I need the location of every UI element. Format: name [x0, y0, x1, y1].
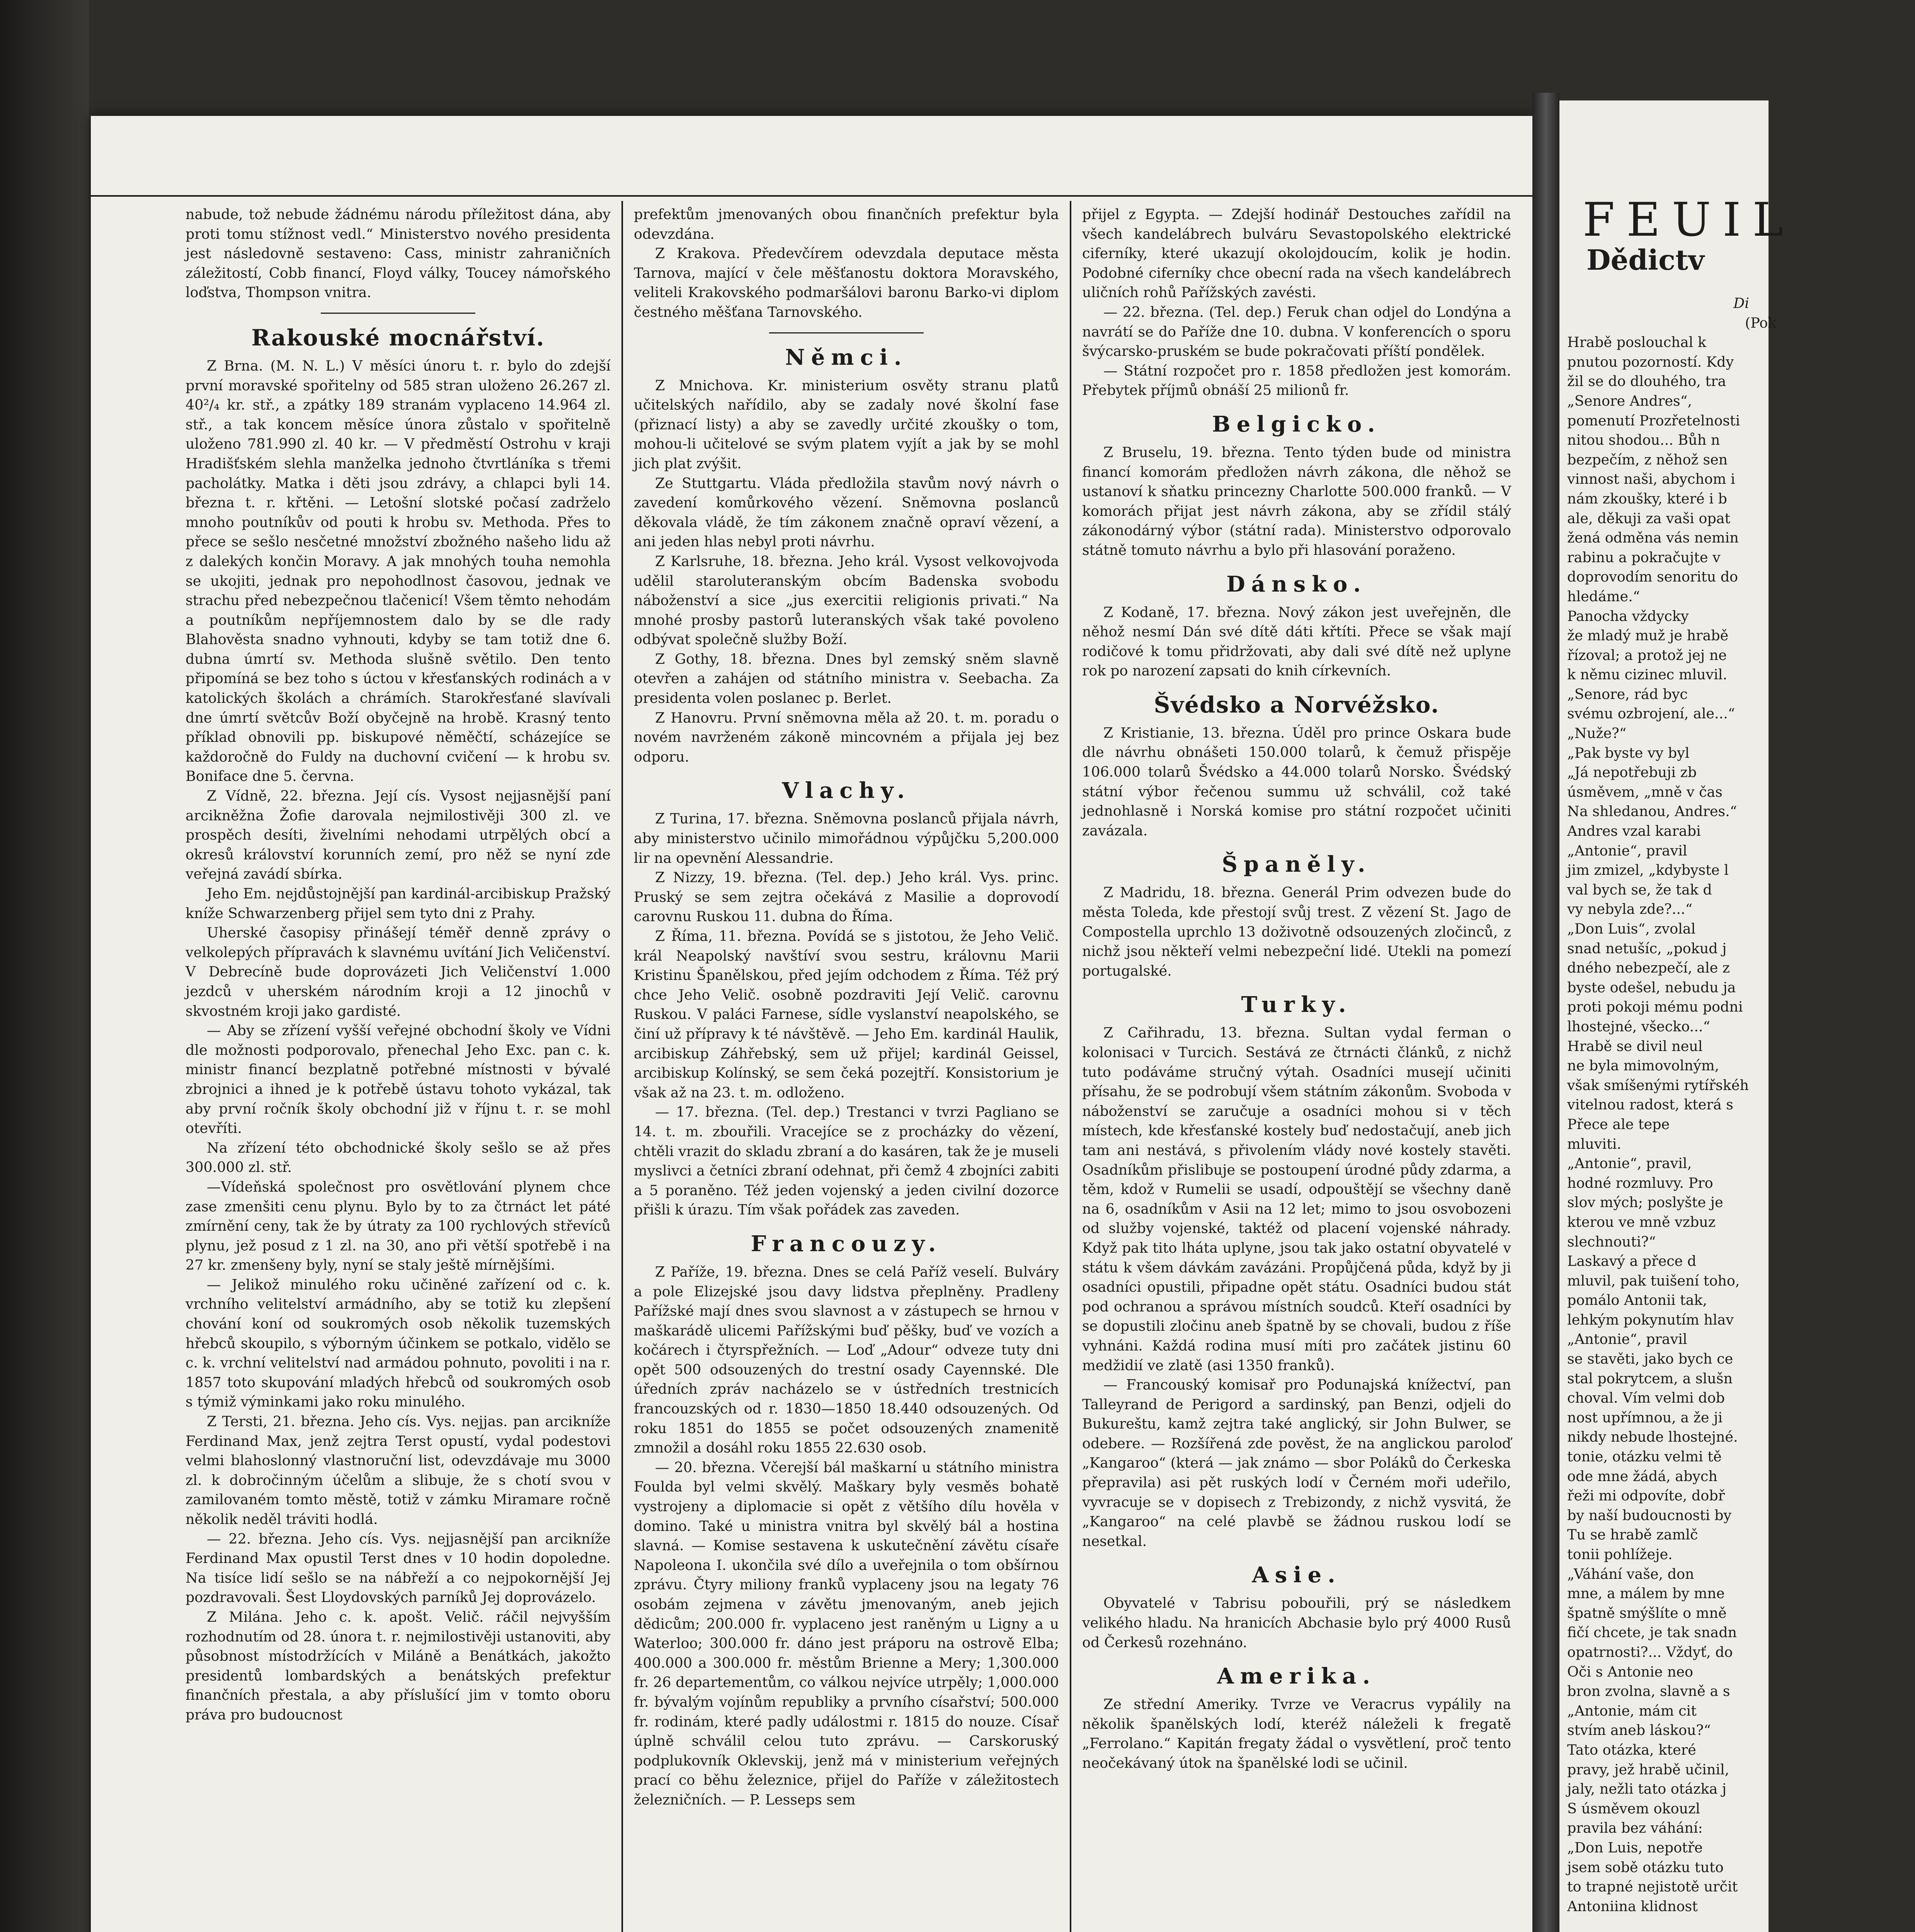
article-milan: Z Milána. Jeho c. k. apošt. Velič. ráčil nejvyšším rozhodnutím od 28. února t. r. nejmilostivěji ustanoviti, aby působnost místodržících v Miláně a Benátkách, jakožto presidentů lombardských a benátských prefektur finančních přestala, a aby příslušící jim v tomto oboru práva pro budoucnost — [186, 1608, 611, 1723]
article-hanover: Z Hanovru. První sněmovna měla až 20. t. m. poradu o novém navrženém zákoně mincovném a přijala jej bez odporu. — [634, 709, 1059, 765]
article-hungary: Uherské časopisy přinášejí téměř denně zprávy o velkolepých přípravách k slavnému uvítání Jich Veličenství. V Debrecíně bude doprovázeti Jich Veličenství 1.000 jezdců v uherském národním kroji a 12 jinochů v skvostném kroji jako gardisté. — [186, 924, 611, 1019]
feuilleton-line: řízoval; a protož jej ne — [1567, 646, 1727, 663]
column-1 — [186, 205, 611, 1725]
scan-left-edge — [0, 0, 89, 1932]
article-gas-company: —Vídeňská společnost pro osvětlování plynem chce zase zmenšiti cenu plynu. Bylo by to za čtrnáct let páté zmírnění ceny, tak že by útraty za 100 rychlových střevíců plynu, jež posud z 1 zl. na 30, ano při větší spotřebě i na 27 kr. zmenšeny byly, nyní se staly ještě mírnějšími. — [186, 1178, 611, 1274]
article-central-america: Ze střední Ameriky. Tvrze ve Veracrus vypálily na několik španělských lodí, kteréž náleželi k fregatě „Ferrolano.“ Kapitán fregaty žádal o vysvětlení, proč tento neočekávaný útok na španělské lodi se učinil. — [1082, 1696, 1511, 1771]
article-danube: — Francouský komisař pro Podunajská knížectví, pan Talleyrand de Perigord a sardinský, pan Benzi, odjeli do Bukureštu, kamž zejtra také anglický, sir John Bulwer, se odebere. — Rozšířená zde pověst, že na anglickou paroloď „Kangaroo“ (která — jak známo — sbor Poláků do Čerkeska přepravila) asi pět ruských lodí v Černém moři udeřilo, vyvracuje se v dopisech z Trebizondy, z nichž vysvitá, že „Kangaroo“ na celé plavbě se žádnou ruskou lodí se nesetkal. — [1082, 1376, 1511, 1549]
feuilleton-line: bron zvolna, slavně a s — [1567, 1683, 1730, 1700]
feuilleton-line: pomálo Antonii tak, — [1567, 1292, 1707, 1309]
feuilleton-line: svému ozbrojení, ale...“ — [1567, 705, 1735, 722]
feuilleton-line: Na shledanou, Andres.“ — [1567, 803, 1737, 820]
feuilleton-line: řeži mi odpovíte, dobř — [1567, 1487, 1725, 1504]
feuilleton-line: Andres vzal karabi — [1567, 823, 1701, 840]
article-gotha: Z Gothy, 18. března. Dnes byl zemský sněm slavně otevřen a zahájen od státního ministra v. Seebacha. Za presidenta volen poslanec p. Berlet. — [634, 650, 1059, 707]
feuilleton-line: hodné rozmluvy. Pro — [1567, 1174, 1713, 1191]
feuilleton-line: tonii pohlížeje. — [1567, 1546, 1673, 1563]
column-rule-1 — [621, 201, 623, 1932]
feuilleton-line: Laskavý a přece d — [1567, 1253, 1697, 1270]
article-christiania: Z Kristianie, 13. března. Úděl pro prince Oskara bude dle návrhu obnášeti 150.000 tolarů, k čemuž přispěje 106.000 tolarů Švédsko a 44.000 tolarů Norsko. Švédský státní výbor řečenou summu už schválil, což také jednohlasně i Norská komise pro státní rozpočet učiniti zavázala. — [1082, 724, 1511, 839]
feuilleton-line: „Antonie, mám cit — [1567, 1702, 1697, 1719]
header-rule — [91, 195, 1532, 197]
article-krakow: Z Krakova. Předevčírem odevzdala deputace města Tarnova, mající v čele měšťanostu doktora Moravského, veliteli Krakovského podmaršálovi baronu Barko-vi diplom čestného měšťana Tarnovského. — [634, 245, 1059, 320]
feuilleton-line: by naší budoucnosti by — [1567, 1507, 1732, 1524]
feuilleton-line: Antoniina klidnost — [1567, 1898, 1698, 1915]
article-constantinople: Z Cařihradu, 13. března. Sultan vydal ferman o kolonisaci v Turcich. Sestává ze čtrnácti článků, z nichž tuto podáváme stručný výtah. Osadníci musejí učiniti přísahu, že se podrobují všem státním zákonům. Svoboda v náboženství se zaručuje a osadníci mohou si v těch místech, kde křesťanské kostely buď nedostačují, aneb jich tam ani nestává, s přivolením vlády nové kostely stavěti. Osadníkům přislibuje se postoupení úrodné půdy zdarma, a těm, kdož v Rumelii se usadí, odpouštějí se všechny daně na 6, osadníkům v Asii na 12 let; mimo to jsou osvobozeni od služby vojenské, taktéž od placení vojenské náhrady. Když pak tito lháta uplyne, jsou tak jako ostatní obyvatelé v státu k všem dávkám zavázáni. Propůjčená půda, když by ji osadníci opustili, připadne opět státu. Osadníci budou stát pod ochranou a správou místních soudců. Kteří osadníci by se dopustili zločinu aneb špatně by se chovali, budou z říše vyhnáni. Každá rodina musí míti pro začátek jistinu 60 medžidií ve zlatě (asi 1350 franků). — [1082, 1024, 1511, 1374]
feuilleton-line: „Já nepotřebuji zb — [1567, 764, 1697, 781]
feuilleton-head-2: (Pok — [1745, 314, 1777, 331]
feuilleton-line: ale, děkuji za vaši opat — [1567, 510, 1731, 527]
feuilleton-line: špatně smýšlíte o mně — [1567, 1604, 1727, 1621]
section-title-asia: Asie. — [1252, 1562, 1341, 1588]
feuilleton-line: rabinu a pokračujte v — [1567, 549, 1721, 566]
column-3 — [1082, 205, 1511, 1773]
article-trade-school-funds: Na zřízení této obchodnické školy sešlo se až přes 300.000 zl. stř. — [186, 1139, 611, 1176]
feuilleton-line: tonie, otázku velmi tě — [1567, 1448, 1722, 1465]
feuilleton-line: žil se do dlouhého, tra — [1567, 373, 1726, 390]
feuilleton-line: stvím aneb láskou?“ — [1567, 1722, 1711, 1739]
feuilleton-line: jim zmizel, „kdybyste l — [1567, 862, 1729, 879]
col3-intro: přijel z Egypta. — Zdejší hodinář Destouches zařídil na všech kandelábrech bulváru Sevastopolského elektrické ciferníky, které ukazují okolojdoucím, kolik je hodin. Podobné ciferníky chce obecní rada na všech kandelábrech uličních rohů Pařížských zavésti. — [1082, 206, 1511, 301]
feuilleton-line: jaly, nežli tato otázka j — [1567, 1781, 1727, 1798]
column-rule-2 — [1070, 201, 1071, 1932]
feuilleton-line: že mladý muž je hrabě — [1567, 627, 1729, 644]
feuilleton-line: „Nuže?“ — [1567, 725, 1627, 742]
feuilleton-line: nitou shodou... Bůh n — [1567, 432, 1720, 449]
feuilleton-line: pravila bez váhání: — [1567, 1820, 1703, 1837]
article-karlsruhe: Z Karlsruhe, 18. března. Jeho král. Vysost velkovojvoda udělil staroluteranským obcím Badenska svobodu náboženství a sice „jus exercitii religionis privati.“ Na mnohé prosby pastorů luteranských však také povoleno odbývat společně služby Boží. — [634, 553, 1059, 648]
article-munich: Z Mnichova. Kr. ministerium osvěty stranu platů učitelských nařídilo, aby se zadaly nové školní fase (přiznací listy) a aby se zavedly určité zkoušky o tom, mohou-li učitelové se svým platem vyjít a jak by se mohl jich plat zvýšit. — [634, 377, 1059, 472]
feuilleton-line: vinnost naši, abychom i — [1567, 471, 1735, 488]
feuilleton-line: nost upřímnou, a že ji — [1567, 1409, 1723, 1426]
feuilleton-subtitle: Dědictv — [1586, 243, 1704, 276]
feuilleton-line: S úsměvem okouzl — [1567, 1800, 1700, 1817]
feuilleton-line: doprovodím senoritu do — [1567, 568, 1738, 585]
feuilleton-line: to trapné nejistotě určit — [1567, 1878, 1738, 1895]
article-copenhagen: Z Kodaně, 17. března. Nový zákon jest uveřejněn, dle něhož nesmí Dán své dítě dáti křtíti. Přece se však mají rodičové k tomu přidržovati, aby dali své dítě než uplyne rok po narození zapsati do knih církevních. — [1082, 604, 1511, 679]
feuilleton-line: Panocha vždycky — [1567, 607, 1689, 624]
col1-intro: nabude, tož nebude žádnému národu příležitost dána, aby proti tomu stížnost vedl.“ Ministerstvo nového presidenta jest následovně sestaveno: Cass, ministr zahraničních záležitostí, Cobb financí, Floyd války, Toucey námořského loďstva, Thompson vnitra. — [186, 206, 611, 301]
section-title-turkey: Turky. — [1241, 992, 1352, 1018]
article-trieste: Z Tersti, 21. března. Jeho cís. Vys. nejjas. pan arcikníže Ferdinand Max, jenž zejtra Terst opustí, vydal podestovi velmi blahoslonný vlastnoruční list, odevzdávaje mu 3000 zl. k dobročinným účelům a slibuje, že s chotí svou v zamilovaném tomto městě, totiž v zámku Miramare ročně několik neděl tráviti hodlá. — [186, 1413, 611, 1527]
feuilleton-line: vy nebyla zde?...“ — [1567, 901, 1693, 918]
feuilleton-line: nikdy nebude lhostejné. — [1567, 1429, 1738, 1446]
section-title-america: Amerika. — [1217, 1663, 1376, 1689]
feuilleton-line: však smíšenými rytířskéh — [1567, 1077, 1749, 1094]
feuilleton-page — [1559, 100, 1795, 1932]
feuilleton-line: pnutou pozorností. Kdy — [1567, 353, 1734, 370]
article-paris-ball: — 20. března. Včerejší bál maškarní u státního ministra Foulda byl velmi skvělý. Maškary byly vesměs bohatě vystrojeny a diplomacie si opět z většího dílu hověla v domino. Také u ministra vnitra byl skvělý bál a hostina slavná. — Komise sestavena k uskutečnění závětu císaře Napoleona I. ukončila své dílo a uveřejnila o tom obšírnou zprávu. Čtyry miliony franků vyplaceny jsou na legaty 76 osobám zejmena v závětu jmenovaným, aneb jejich dědicům; 200.000 fr. vyplaceno jest raněným u Ligny a u Waterloo; 300.000 fr. dáno jest práporu na ostrově Elba; 400.000 a 300.000 fr. městům Brienne a Mery; 1,300.000 fr. 26 departementům, co válkou nejvíce utrpěly; 1,000.000 fr. bývalým vojínům republiky a prvního císařství; 500.000 fr. rodinám, které padly událostmi r. 1815 do nouze. Císař úplně schválil celou tuto zprávu. — Carskoruský podplukovník Oklevskij, jenž má v ministerium veřejných prací co běhu železnice, přijel do Paříže v záležitostech železničních. — P. Lesseps sem — [634, 1459, 1059, 1808]
feuilleton-line: k němu cizinec mluvil. — [1567, 666, 1728, 683]
page-gutter — [1532, 93, 1559, 1932]
section-title-sweden-norway: Švédsko a Norvéžsko. — [1154, 691, 1440, 718]
feuilleton-line: Hrabě poslouchal k — [1567, 334, 1706, 351]
feuilleton-line: Oči s Antonie neo — [1567, 1663, 1693, 1680]
feuilleton-line: ode mne žádá, abych — [1567, 1468, 1718, 1485]
article-brussels: Z Bruselu, 19. března. Tento týden bude od ministra financí komorám předložen návrh zákona, dle něhož se ustanoví k sňatku princezny Charlotte 500.000 franků. — V komorách přijat jest návrh zákona, aby se zřídil stálý zákonodárný výbor (státní rada). Ministerstvo odporovalo státně tomuto návrhu a bylo při hlasování poraženo. — [1082, 444, 1511, 558]
article-trieste-2: — 22. března. Jeho cís. Vys. nejjasnější pan arcikníže Ferdinand Max opustil Terst dnes v 10 hodin dopoledne. Na tisíce lidí sešlo se na nábřeží a co nejpokornější Jej pozdravovali. Šest Lloydovských parníků Jej doprovázelo. — [186, 1530, 611, 1606]
column-2 — [634, 205, 1059, 1810]
section-title-italy: Vlachy. — [782, 778, 911, 804]
article-stuttgart: Ze Stuttgartu. Vláda předložila stavům nový návrh o zavedení komůrkového vězení. Sněmovna poslanců děkovala vládě, že tím zákonem značně opraví vězení, a ani jeden hlas nebyl proti návrhu. — [634, 474, 1059, 550]
article-turin: Z Turina, 17. března. Sněmovna poslanců přijala návrh, aby ministerstvo učinilo mimořádnou výpůjčku 5,200.000 lir na opevnění Alessandrie. — [634, 810, 1059, 866]
feuilleton-line: dného nebezpečí, ale z — [1567, 959, 1730, 976]
article-rome: Z Říma, 11. března. Povídá se s jistotou, že Jeho Velič. král Neapolský navštíví svou sestru, královnu Marii Kristinu Španělskou, před jejím odchodem z Říma. Též prý chce Jeho Velič. osobně pozdraviti Její Velič. carovnu Ruskou. V paláci Farnese, sídle vyslanství neapolského, se činí už přípravy k té návštěvě. — Jeho Em. kardinál Haulik, arcibiskup Záhřebský, sem už přijel; kardinál Geissel, arcibiskup Kolínský, se sem čeká pozejtří. Konsistorium je však až na 23. t. m. odloženo. — [634, 928, 1059, 1101]
feuilleton-line: „Senore Andres“, — [1567, 392, 1692, 409]
feuilleton-line: Hrabě se divil neul — [1567, 1037, 1703, 1054]
feuilleton-line: snad netušíc, „pokud j — [1567, 940, 1727, 957]
feuilleton-line: slechnouti?“ — [1567, 1233, 1656, 1250]
article-brno: Z Brna. (M. N. L.) V měsíci únoru t. r. bylo do zdejší první moravské spořitelny od 585 stran uloženo 26.267 zl. 40²/₄ kr. stř., a zpátky 189 stranám vyplaceno 14.964 zl. stř., a tak koncem měsíce února zůstalo v spořitelně uloženo 781.990 zl. 40 kr. — V předměstí Ostrohu v kraji Hradišťském slehla manželka jednoho čtvrtláníka s třemi pacholátky. Matka i děti jsou zdrávy, a chlapci byli 14. března t. r. křtěni. — Letošní slotské počasí zadrželo mnoho poutníkův od pouti k hrobu sv. Methoda. Přes to přece se sešlo nesčetné množství zbožného našeho lidu až z dalekých končin Moravy. A jak mnohých touha nemohla se ukojiti, jednak pro nepohodlnost časovou, jednak ve strachu před nebezpečnou tlačenicí! Všem těmto nehodám a poutníkům nepříjemnostem dalo by se dle rady Blahověsta snadno vyhnouti, kdyby se tam totiž dne 6. dubna úmrtí sv. Methoda slušně světilo. Den tento připomíná se bez toho s úctou v křesťanských rodinách a v katolických školách a chrámích. Starokřesťané slavívali dne úmrtí světcův Boží obyčejně na hrobě. Krasný tento příklad obnovili pp. biskupové něměčtí, scházejíce se každoročně do Fuldy na duchovní cvičení — k hrobu sv. Boniface dne 5. června. — [186, 357, 611, 785]
section-divider — [769, 332, 924, 333]
feuilleton-line: „Don Luis, nepotře — [1567, 1839, 1703, 1856]
feuilleton-line: „Senore, rád byc — [1567, 685, 1688, 702]
feuilleton-line: Přece ale tepe — [1567, 1116, 1670, 1133]
feuilleton-line: mne, a málem by mne — [1567, 1585, 1725, 1602]
article-nice: Z Nizzy, 19. března. (Tel. dep.) Jeho král. Vys. princ. Pruský se sem zejtra očekává z Masilie a doprovodí carovnu Ruskou 11. dubna do Říma. — [634, 869, 1059, 925]
article-paris-3: — Státní rozpočet pro r. 1858 předložen jest komorám. Přebytek příjmů obnáší 25 milionů fr. — [1082, 362, 1511, 399]
feuilleton-line: hledáme.“ — [1567, 588, 1640, 605]
article-horses: — Jelikož minulého roku učiněné zařízení od c. k. vrchního velitelství armádního, aby se totiž ku zlepšení chování koní od soukromých osob několik tuzemských hřebců skoupilo, s výborným účinkem se potkalo, vidělo se c. k. vrchní velitelství nad armádou pohnuto, povoliti i na r. 1857 toto skupování mladých hřebců od soukromých osob s týmiž výminkami jako roku minulého. — [186, 1276, 611, 1410]
feuilleton-line: lhostejné, všecko...“ — [1567, 1018, 1711, 1035]
feuilleton-line: „Don Luis“, zvolal — [1567, 920, 1696, 937]
feuilleton-line: choval. Vím velmi dob — [1567, 1389, 1725, 1406]
article-tabriz: Obyvatelé v Tabrisu pobouřili, prý se následkem velikého hladu. Na hranicích Abchasie bylo prý 4000 Rusů od Čerkesů rozehnáno. — [1082, 1595, 1511, 1651]
feuilleton-line: se stavěti, jako bych ce — [1567, 1350, 1733, 1367]
feuilleton-line: kterou ve mně vzbuz — [1567, 1213, 1716, 1230]
feuilleton-title: FEUIL — [1583, 193, 1795, 247]
article-paris: Z Paříže, 19. března. Dnes se celá Paříž veselí. Bulváry a pole Elizejské jsou davy lidstva přeplněny. Pradleny Pařížské mají dnes svou slavnost a v zástupech se hrnou v maškarádě ulicemi Pařížskými buď pěšky, buď ve vozích a kočárech i čtyrspřežních. — Loď „Adour“ odveze tuty dni opět 500 odsouzených do trestní osady Cayennské. Dle úředních zpráv nacházelo se v ústředních trestnicích francouzských od r. 1830—1850 18.440 odsouzených. Od roku 1851 do 1855 se počet odsouzených znamenitě zmnožil a dosáhl roku 1855 22.630 osob. — [634, 1263, 1059, 1456]
feuilleton-line: Tato otázka, které — [1567, 1741, 1696, 1758]
feuilleton-line: bezpečím, z něhož sen — [1567, 451, 1728, 468]
section-title-germany: Němci. — [785, 344, 908, 370]
article-paris-2: — 22. března. (Tel. dep.) Feruk chan odjel do Londýna a navrátí se do Paříže dne 10. dubna. V konferencích o sporu švýcarsko-pruském se bude pokračovati příští pondělek. — [1082, 303, 1511, 360]
feuilleton-line: slov mých; poslyšte je — [1567, 1194, 1723, 1211]
feuilleton-line: pravy, jež hrabě učinil, — [1567, 1761, 1729, 1778]
article-madrid: Z Madridu, 18. března. Generál Prim odvezen bude do města Toleda, kde přestojí svůj trest. Z vězení St. Jago de Compostella uprchlo 13 doživotně odsouzených zločinců, z nichž jsou někteří velmi nebezpeční lidé. Utekli na pomezí portugalské. — [1082, 884, 1511, 979]
feuilleton-line: fičí chcete, je tak snadn — [1567, 1624, 1737, 1641]
feuilleton-line: proti pokoji mému podni — [1567, 998, 1743, 1015]
feuilleton-line: nám zkoušky, které i b — [1567, 490, 1727, 507]
section-title-austria: Rakouské mocnářství. — [251, 324, 545, 351]
feuilleton-line: „Antonie“, pravil — [1567, 842, 1687, 859]
feuilleton-line: pomenutí Prozřetelnosti — [1567, 412, 1740, 429]
feuilleton-text — [1567, 294, 1915, 1916]
article-pagliano: — 17. března. (Tel. dep.) Trestanci v tvrzi Pagliano se 14. t. m. zbouřili. Vracejíce se z procházky do vězení, chtěli vrazit do skladu zbraní a do kasáren, tak že je museli myslivci a četníci zbraní odehnat, při čemž 4 zbojníci zabiti a 5 poraněno. Též jeden vojenský a jeden civilní dozorce přišli k úrazu. Tím však pořádek zas zaveden. — [634, 1104, 1059, 1218]
section-title-spain: Španěly. — [1222, 852, 1372, 878]
feuilleton-line: mluviti. — [1567, 1135, 1622, 1152]
section-title-belgium: Belgicko. — [1212, 411, 1381, 437]
feuilleton-line: lehkým pokynutím hlav — [1567, 1311, 1734, 1328]
feuilleton-line: „Váhání vaše, don — [1567, 1565, 1694, 1582]
article-vienna: Z Vídně, 22. března. Její cís. Vysost nejjasnější paní arcikněžna Žofie darovala nejmilostivěji 300 zl. ve prospěch desíti, živelními nehodami utrpělých obcí a okresů království korunních zemí, pro něž se nyní zde veřejná zavádí sbírka. — [186, 787, 611, 883]
feuilleton-line: jsem sobě otázku tuto — [1567, 1859, 1724, 1876]
feuilleton-line: „Antonie“, pravil, — [1567, 1155, 1692, 1172]
col2-intro: prefektům jmenovaných obou finančních prefektur byla odevzdána. — [634, 206, 1059, 242]
feuilleton-line: vitelnou radost, která s — [1567, 1096, 1733, 1113]
feuilleton-line: „Antonie“, pravil — [1567, 1331, 1687, 1348]
section-divider — [321, 313, 475, 314]
feuilleton-line: úsměvem, „mně v čas — [1567, 783, 1723, 800]
feuilleton-line: mluvil, pak tuišení toho, — [1567, 1272, 1740, 1289]
feuilleton-line: val bych se, že tak d — [1567, 881, 1712, 898]
section-title-denmark: Dánsko. — [1226, 571, 1367, 597]
feuilleton-line: stal pokrytcem, a slušn — [1567, 1370, 1733, 1387]
article-trade-school: — Aby se zřízení vyšší veřejné obchodní školy ve Vídni dle možnosti podporovalo, přenechal Jeho Exc. pan c. k. ministr financí bezplatně potřebné místnosti v bývalé zbrojnici a ihned je k potřebě ústavu tohoto vykázal, tak aby první ročník školy obchodní již v říjnu t. r. se mohl otevříti. — [186, 1022, 611, 1137]
feuilleton-line: Tu se hrabě zamlč — [1567, 1526, 1698, 1543]
section-title-france: Francouzy. — [751, 1231, 942, 1257]
feuilleton-head-1: Di — [1733, 295, 1749, 311]
feuilleton-lines — [1567, 333, 1915, 1916]
feuilleton-line: opatrnosti?... Vždyť, do — [1567, 1643, 1733, 1660]
feuilleton-line: ne byla mimovolným, — [1567, 1057, 1719, 1074]
feuilleton-line: žená odměna vás nemin — [1567, 529, 1739, 546]
article-schwarzenberg: Jeho Em. nejdůstojnější pan kardinál-arcibiskup Pražský kníže Schwarzenberg přijel sem tyto dni z Prahy. — [186, 885, 611, 922]
feuilleton-line: byste odešel, nebudu ja — [1567, 979, 1736, 996]
feuilleton-line: „Pak byste vy byl — [1567, 744, 1690, 761]
